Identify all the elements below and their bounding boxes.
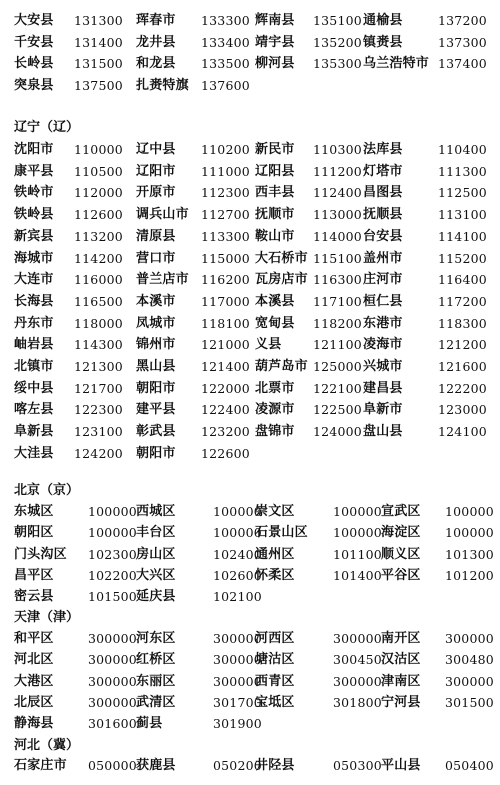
postal-code: 300000 [88, 694, 137, 710]
postal-code: 300000 [88, 652, 137, 668]
place-name: 义县 [255, 337, 282, 353]
table-row [0, 182, 500, 203]
table-row [0, 565, 500, 586]
postal-code: 121600 [438, 359, 487, 374]
postal-code: 112500 [438, 185, 487, 201]
place-name: 康平县 [14, 163, 54, 179]
place-name: 突泉县 [14, 77, 54, 93]
table-row [0, 628, 500, 649]
table-row [0, 53, 500, 74]
table-row [0, 161, 500, 182]
place-name: 辉南县 [255, 13, 295, 28]
postal-code: 137300 [438, 34, 487, 50]
place-name: 珲春市 [136, 13, 176, 28]
place-name: 台安县 [363, 228, 403, 244]
place-name: 铁岭市 [14, 185, 54, 201]
place-name: 抚顺县 [363, 207, 403, 223]
place-name: 兴城市 [363, 359, 403, 374]
table-row [0, 378, 500, 399]
place-name: 海城市 [14, 250, 54, 266]
place-name: 抚顺市 [255, 207, 295, 223]
postal-code: 050000 [88, 758, 137, 773]
place-name: 朝阳市 [136, 380, 176, 396]
place-name: 盘山县 [363, 424, 403, 440]
table-row [0, 248, 500, 269]
postal-code: 114000 [313, 228, 362, 244]
postal-code: 121100 [313, 337, 362, 353]
place-name: 大连市 [14, 272, 54, 288]
place-name: 河西区 [255, 631, 295, 646]
place-name: 建昌县 [363, 380, 403, 396]
postal-code: 110000 [74, 142, 123, 157]
place-name: 葫芦岛市 [255, 359, 308, 374]
place-name: 长岭县 [14, 56, 54, 71]
postal-code: 100000 [213, 504, 262, 519]
place-name: 顺义区 [381, 546, 421, 562]
place-name: 扎赉特旗 [136, 77, 189, 93]
postal-code: 113100 [438, 207, 487, 223]
postal-code: 102600 [213, 567, 262, 583]
section-title-beijing: 北京（京） [14, 483, 80, 498]
postal-code: 135300 [313, 56, 362, 71]
postal-code: 101500 [88, 589, 137, 605]
postal-code: 300000 [213, 631, 262, 646]
postal-code: 118300 [438, 315, 487, 331]
place-name: 和平区 [14, 631, 54, 646]
postal-code: 102200 [88, 567, 137, 583]
place-name: 河北区 [14, 652, 54, 668]
table-row [0, 291, 500, 312]
postal-code: 117100 [313, 293, 362, 309]
place-name: 宝坻区 [255, 694, 295, 710]
place-name: 西丰县 [255, 185, 295, 201]
place-name: 瓦房店市 [255, 272, 308, 288]
place-name: 大石桥市 [255, 250, 308, 266]
postal-code: 110500 [74, 163, 123, 179]
postal-code: 101300 [445, 546, 494, 562]
place-name: 新民市 [255, 142, 295, 157]
postal-code: 110300 [313, 142, 362, 157]
postal-code: 300000 [333, 631, 382, 646]
place-name: 桓仁县 [363, 293, 403, 309]
postal-code: 124100 [438, 424, 487, 440]
postal-code: 301800 [333, 694, 382, 710]
table-row [0, 75, 500, 96]
place-name: 通榆县 [363, 13, 403, 28]
postal-code: 124000 [313, 424, 362, 440]
postal-code: 111000 [201, 163, 250, 179]
place-name: 东港市 [363, 315, 403, 331]
postal-code: 118000 [74, 315, 123, 331]
place-name: 新宾县 [14, 228, 54, 244]
place-name: 南开区 [381, 631, 421, 646]
table-row [0, 10, 500, 31]
table-row [0, 421, 500, 442]
postal-code: 101100 [333, 546, 382, 562]
place-name: 石景山区 [255, 525, 308, 541]
place-name: 西青区 [255, 673, 295, 689]
table-row [0, 269, 500, 290]
place-name: 法库县 [363, 142, 403, 157]
postal-code: 114100 [438, 228, 487, 244]
place-name: 盖州市 [363, 250, 403, 266]
place-name: 海淀区 [381, 525, 421, 541]
place-name: 大安县 [14, 13, 54, 28]
place-name: 凤城市 [136, 315, 176, 331]
place-name: 宣武区 [381, 504, 421, 519]
place-name: 西城区 [136, 504, 176, 519]
section-title-hebei: 河北（冀） [14, 738, 80, 753]
place-name: 石家庄市 [14, 758, 67, 773]
place-name: 大洼县 [14, 445, 54, 461]
postal-code: 122400 [201, 402, 250, 418]
postal-code: 121000 [201, 337, 250, 353]
postal-code: 125000 [313, 359, 362, 374]
postal-code: 115100 [313, 250, 362, 266]
place-name: 昌图县 [363, 185, 403, 201]
table-row [0, 586, 500, 607]
place-name: 长海县 [14, 293, 54, 309]
table-row [0, 399, 500, 420]
postal-code: 301700 [213, 694, 262, 710]
place-name: 平谷区 [381, 567, 421, 583]
place-name: 和龙县 [136, 56, 176, 71]
postal-code: 300000 [213, 673, 262, 689]
place-name: 阜新县 [14, 424, 54, 440]
place-name: 朝阳市 [136, 445, 176, 461]
place-name: 门头沟区 [14, 546, 67, 562]
postal-code: 112400 [313, 185, 362, 201]
place-name: 昌平区 [14, 567, 54, 583]
postal-code: 300000 [88, 631, 137, 646]
place-name: 普兰店市 [136, 272, 189, 288]
place-name: 喀左县 [14, 402, 54, 418]
place-name: 宁河县 [381, 694, 421, 710]
place-name: 北票市 [255, 380, 295, 396]
section-title-tianjin: 天津（津） [14, 610, 80, 625]
postal-code: 100000 [333, 525, 382, 541]
postal-code: 122500 [313, 402, 362, 418]
postal-code: 111200 [313, 163, 362, 179]
table-row [0, 501, 500, 522]
postal-code: 300000 [333, 673, 382, 689]
postal-code: 121300 [74, 359, 123, 374]
place-name: 建平县 [136, 402, 176, 418]
postal-code: 100000 [213, 525, 262, 541]
place-name: 蓟县 [136, 716, 163, 732]
place-name: 怀柔区 [255, 567, 295, 583]
place-name: 柳河县 [255, 56, 295, 71]
place-name: 平山县 [381, 758, 421, 773]
place-name: 沈阳市 [14, 142, 54, 157]
place-name: 本溪市 [136, 293, 176, 309]
table-row [0, 226, 500, 247]
place-name: 盘锦市 [255, 424, 295, 440]
postal-code: 116200 [201, 272, 250, 288]
section-title-liaoning: 辽宁（辽） [14, 120, 80, 135]
postal-code: 112600 [74, 207, 123, 223]
place-name: 房山区 [136, 546, 176, 562]
place-name: 镇赉县 [363, 34, 403, 50]
postal-code: 102100 [213, 589, 262, 605]
postal-code: 300000 [445, 631, 494, 646]
postal-code: 116400 [438, 272, 487, 288]
postal-code: 116000 [74, 272, 123, 288]
place-name: 庄河市 [363, 272, 403, 288]
place-name: 崇文区 [255, 504, 295, 519]
postal-code: 110200 [201, 142, 250, 157]
postal-code: 118100 [201, 315, 250, 331]
postal-code: 100000 [88, 504, 137, 519]
postal-code: 113000 [313, 207, 362, 223]
place-name: 凌源市 [255, 402, 295, 418]
postal-code: 117000 [201, 293, 250, 309]
place-name: 丹东市 [14, 315, 54, 331]
postal-code: 300450 [333, 652, 382, 668]
postal-code: 050200 [213, 758, 262, 773]
postal-code: 100000 [333, 504, 382, 519]
postal-code: 116300 [313, 272, 362, 288]
postal-code: 301600 [88, 716, 137, 732]
table-row [0, 443, 500, 464]
postal-code: 124200 [74, 445, 123, 461]
postal-code: 117200 [438, 293, 487, 309]
postal-code: 131300 [74, 13, 123, 28]
table-row [0, 692, 500, 713]
table-row [0, 356, 500, 377]
postal-code: 113300 [201, 228, 250, 244]
table-row [0, 32, 500, 53]
place-name: 获鹿县 [136, 758, 176, 773]
table-row [0, 139, 500, 160]
postal-code: 101400 [333, 567, 382, 583]
postal-code: 137600 [201, 77, 250, 93]
place-name: 绥中县 [14, 380, 54, 396]
postal-code: 114200 [74, 250, 123, 266]
place-name: 朝阳区 [14, 525, 54, 541]
postal-code: 301500 [445, 694, 494, 710]
postal-code: 115000 [201, 250, 250, 266]
postal-code: 100000 [445, 525, 494, 541]
place-name: 静海县 [14, 716, 54, 732]
place-name: 岫岩县 [14, 337, 54, 353]
place-name: 东丽区 [136, 673, 176, 689]
place-name: 开原市 [136, 185, 176, 201]
place-name: 调兵山市 [136, 207, 189, 223]
table-row [0, 204, 500, 225]
postal-code: 133300 [201, 13, 250, 28]
postal-code: 135100 [313, 13, 362, 28]
place-name: 鞍山市 [255, 228, 295, 244]
place-name: 密云县 [14, 589, 54, 605]
place-name: 千安县 [14, 34, 54, 50]
place-name: 武清区 [136, 694, 176, 710]
postal-code: 123100 [74, 424, 123, 440]
postal-code: 121200 [438, 337, 487, 353]
place-name: 凌海市 [363, 337, 403, 353]
place-name: 河东区 [136, 631, 176, 646]
postal-code: 112700 [201, 207, 250, 223]
place-name: 清原县 [136, 228, 176, 244]
postal-code: 122300 [74, 402, 123, 418]
postal-code: 121400 [201, 359, 250, 374]
place-name: 靖宇县 [255, 34, 295, 50]
place-name: 北辰区 [14, 694, 54, 710]
table-row [0, 713, 500, 734]
postal-code: 110400 [438, 142, 487, 157]
postal-code: 301900 [213, 716, 262, 732]
table-row [0, 649, 500, 670]
place-name: 大兴区 [136, 567, 176, 583]
postal-code: 111300 [438, 163, 487, 179]
postal-code: 050300 [333, 758, 382, 773]
postal-code: 102300 [88, 546, 137, 562]
place-name: 铁岭县 [14, 207, 54, 223]
place-name: 乌兰浩特市 [363, 56, 430, 71]
place-name: 彰武县 [136, 424, 176, 440]
place-name: 营口市 [136, 250, 176, 266]
place-name: 汉沽区 [381, 652, 421, 668]
postal-code: 114300 [74, 337, 123, 353]
postal-code: 131500 [74, 56, 123, 71]
place-name: 延庆县 [136, 589, 176, 605]
table-row [0, 544, 500, 565]
postal-code: 121700 [74, 380, 123, 396]
table-row [0, 313, 500, 334]
postal-code: 118200 [313, 315, 362, 331]
postal-code: 300000 [88, 673, 137, 689]
place-name: 本溪县 [255, 293, 295, 309]
place-name: 通州区 [255, 546, 295, 562]
postal-code: 137200 [438, 13, 487, 28]
place-name: 津南区 [381, 673, 421, 689]
postal-code: 112000 [74, 185, 123, 201]
table-row [0, 671, 500, 692]
postal-code: 050400 [445, 758, 494, 773]
place-name: 井陉县 [255, 758, 295, 773]
postal-code: 102400 [213, 546, 262, 562]
postal-code: 100000 [445, 504, 494, 519]
postal-code: 101200 [445, 567, 494, 583]
postal-code: 122600 [201, 445, 250, 461]
place-name: 塘沽区 [255, 652, 295, 668]
place-name: 大港区 [14, 673, 54, 689]
place-name: 辽阳县 [255, 163, 295, 179]
postal-code: 131400 [74, 34, 123, 50]
postal-code: 133500 [201, 56, 250, 71]
postal-code: 116500 [74, 293, 123, 309]
place-name: 丰台区 [136, 525, 176, 541]
postal-code: 122200 [438, 380, 487, 396]
postal-code: 123200 [201, 424, 250, 440]
postal-code: 135200 [313, 34, 362, 50]
postal-code: 300480 [445, 652, 494, 668]
place-name: 北镇市 [14, 359, 54, 374]
place-name: 辽中县 [136, 142, 176, 157]
table-row [0, 334, 500, 355]
postal-code: 100000 [88, 525, 137, 541]
postal-code: 137400 [438, 56, 487, 71]
place-name: 灯塔市 [363, 163, 403, 179]
place-name: 阜新市 [363, 402, 403, 418]
place-name: 东城区 [14, 504, 54, 519]
postal-code: 300000 [445, 673, 494, 689]
postal-code: 115200 [438, 250, 487, 266]
postal-code: 113200 [74, 228, 123, 244]
table-row [0, 755, 500, 776]
postal-code: 123000 [438, 402, 487, 418]
postal-code: 112300 [201, 185, 250, 201]
postal-code: 122100 [313, 380, 362, 396]
place-name: 红桥区 [136, 652, 176, 668]
postal-code: 122000 [201, 380, 250, 396]
place-name: 辽阳市 [136, 163, 176, 179]
place-name: 宽甸县 [255, 315, 295, 331]
place-name: 黑山县 [136, 359, 176, 374]
place-name: 锦州市 [136, 337, 176, 353]
table-row [0, 522, 500, 543]
place-name: 龙井县 [136, 34, 176, 50]
postal-code: 137500 [74, 77, 123, 93]
postal-code: 300000 [213, 652, 262, 668]
postal-code: 133400 [201, 34, 250, 50]
